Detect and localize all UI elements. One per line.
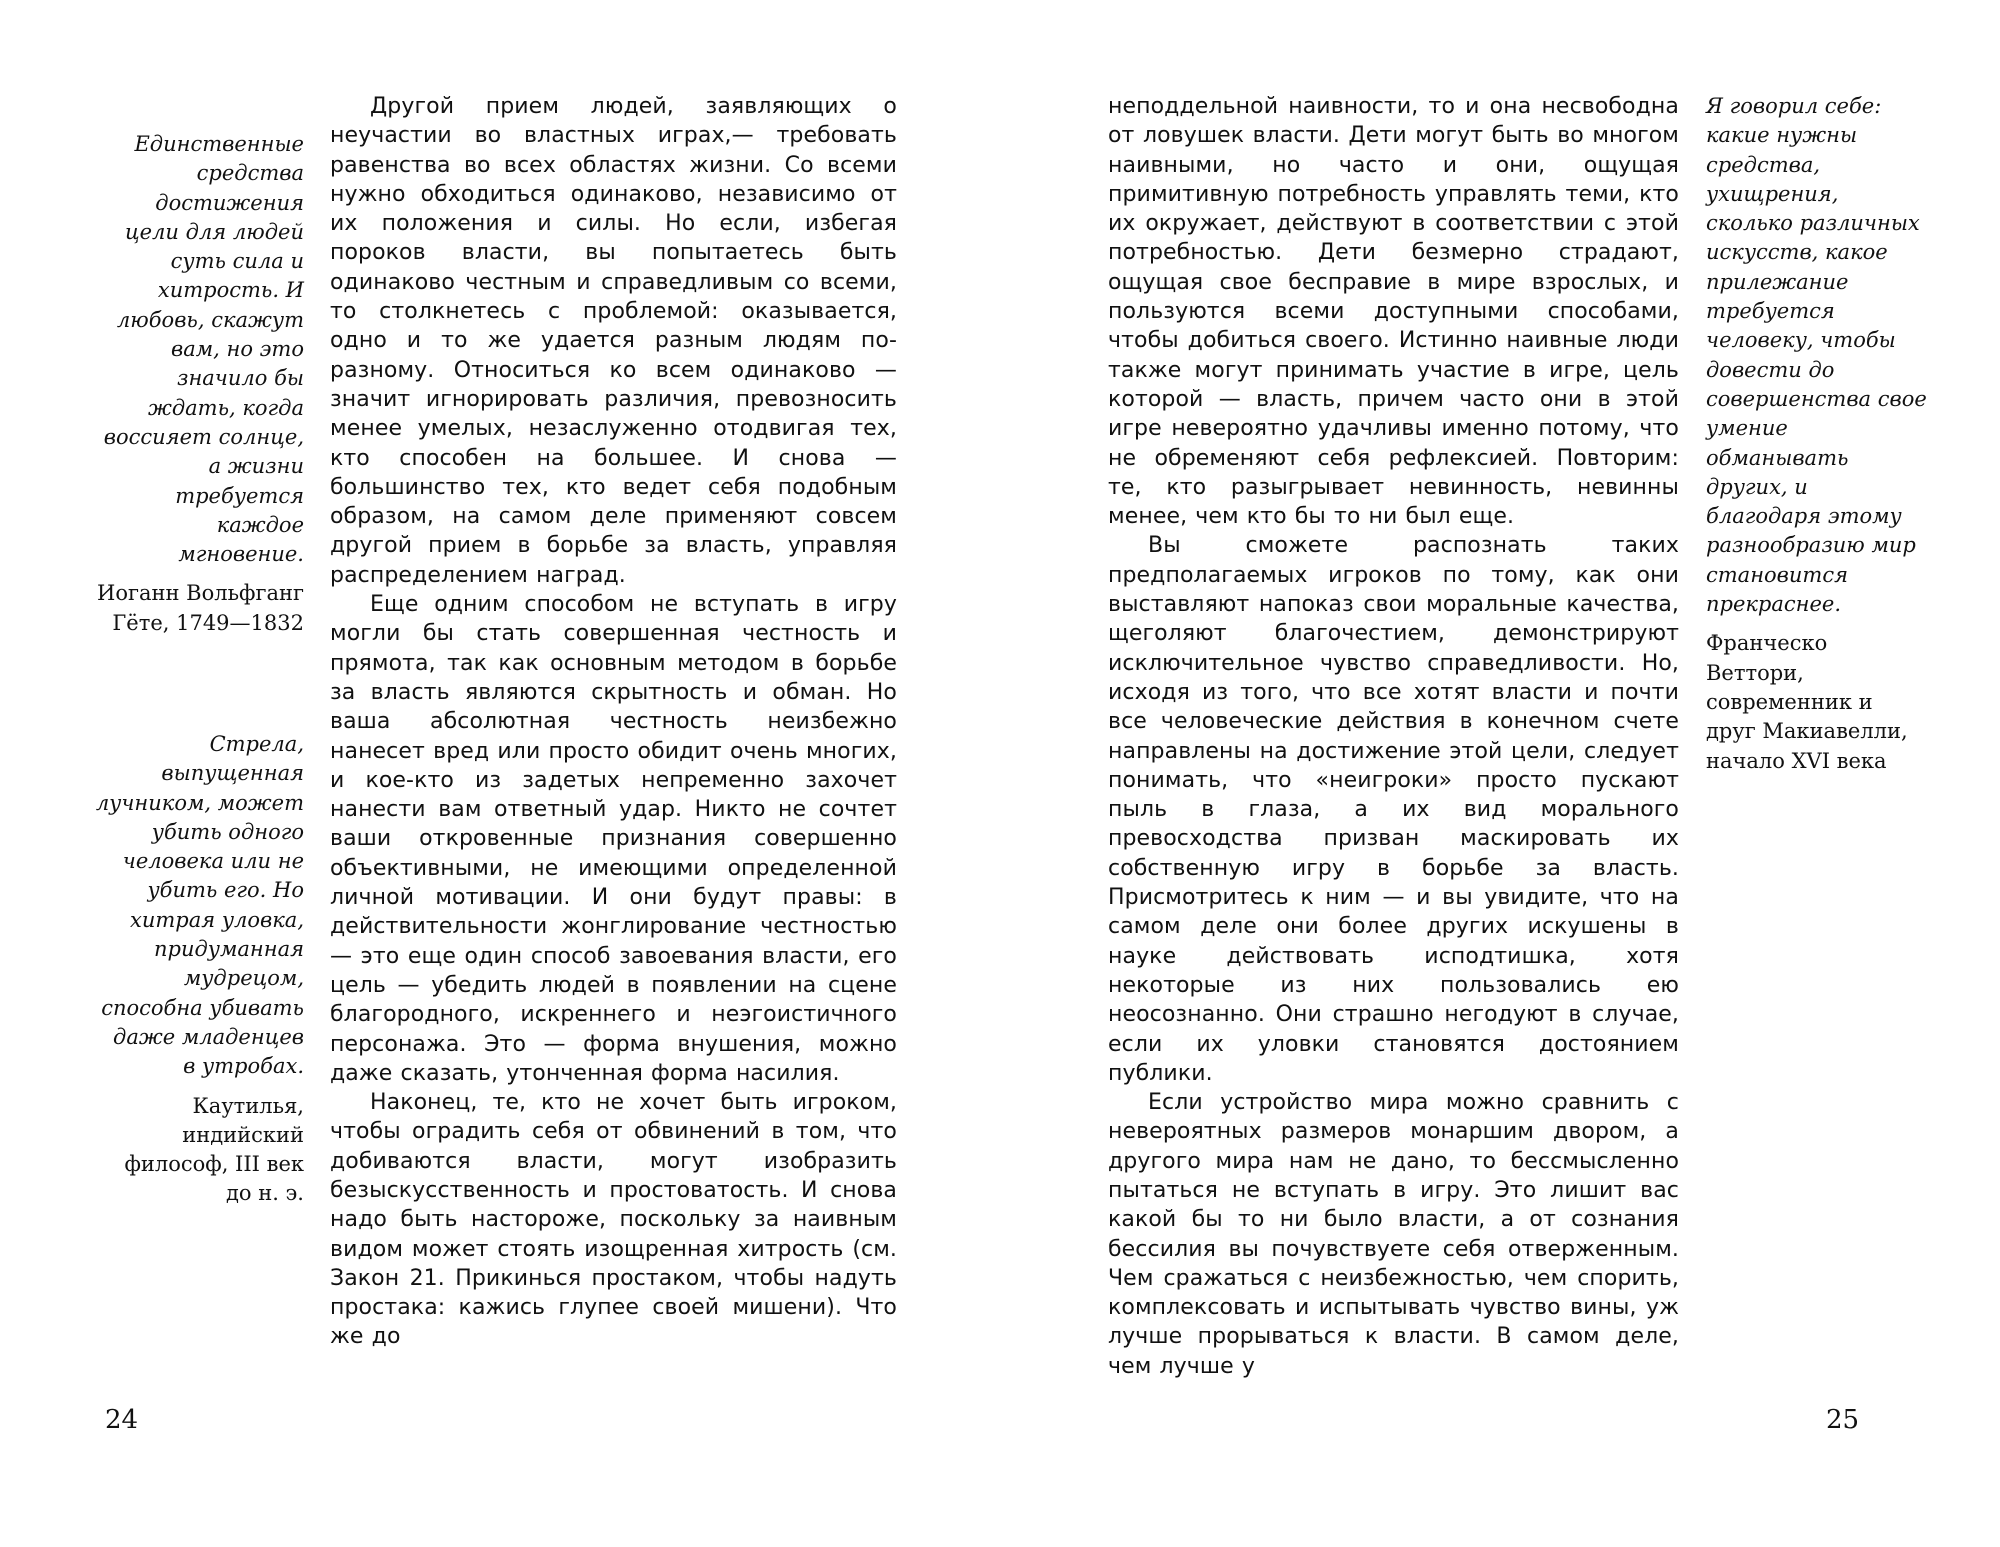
sidebar-quote-attribution: Франческо Веттори, современник и друг Макиавелли, начало XVI века	[1706, 631, 1908, 773]
paragraph: Другой прием людей, заявляющих о неучастии во властных играх,— требовать равенства во всех областях жизни. Со всеми нужно обходиться одинаково, независимо от их положения и силы. Но если, избегая пороков власти, вы попытаетесь быть одинаково честным и справедливым со всеми, то столкнетесь с проблемой: оказывается, одно и то же удается разным людям по-разному. Относиться ко всем одинаково — значит игнорировать различия, превозносить менее умелых, незаслуженно отодвигая тех, кто способен на большее. И снова — большинство тех, кто ведет себя подобным образом, на самом деле применяют совсем другой прием в борьбе за власть, управляя распределением наград.	[330, 94, 897, 588]
page-number-right: 25	[1826, 1405, 1860, 1435]
sidebar-quote-text: Я говорил себе: какие нужны средства, ухищрения, сколько различных искусств, какое прилежание требуется человеку, чтобы довести до совершенства свое умение обманывать других, и благодаря этому разнообразию мир становится прекраснее.	[1706, 94, 1927, 617]
paragraph: Вы сможете распознать таких предполагаемых игроков по тому, как они выставляют напоказ свои моральные качества, щеголяют благочестием, демонстрируют исключительное чувство справедливости. Но, исходя из того, что все хотят власти и почти все человеческие действия в конечном счете направлены на достижение этой цели, следует понимать, что «неигроки» просто пускают пыль в глаза, а их вид морального превосходства призван маскировать их собственную игру в борьбе за власть. Присмотритесь к ним — и вы увидите, что на самом деле они более других искушены в науке действовать исподтишка, хотя некоторые из них пользовались ею неосознанно. Они страшно негодуют в случае, если их уловки становятся достоянием публики.	[1108, 533, 1679, 1086]
paragraph: Наконец, те, кто не хочет быть игроком, чтобы оградить себя от обвинений в том, что добиваются власти, могут изобразить безыскусственность и простоватость. И снова надо быть настороже, поскольку за наивным видом может стоять изощренная хитрость (см. Закон 21. Прикинься простаком, чтобы надуть простака: кажись глупее своей мишени). Что же до	[330, 1090, 897, 1350]
right-main-text	[1108, 92, 1679, 1381]
page-number-left: 24	[105, 1405, 139, 1435]
sidebar-quote-text: Единственные средства достижения цели для людей суть сила и хитрость. И любовь, скажут вам, но это значило бы ждать, когда воссияет солнце, а жизни требуется каждое мгновение.	[103, 132, 304, 567]
sidebar-quote-vettori	[1706, 92, 1928, 776]
paragraph: Еще одним способом не вступать в игру могли бы стать совершенная честность и прямота, так как основным методом в борьбе за власть являются скрытность и обман. Но ваша абсолютная честность неизбежно нанесет вред или просто обидит очень многих, и кое-кто из задетых непременно захочет нанести вам ответный удар. Никто не сочтет ваши откровенные признания совершенно объективными, не имеющими определенной личной мотивации. И они будут правы: в действительности жонглирование честностью — это еще один способ завоевания власти, его цель — убедить людей в появлении на сцене благородного, искреннего и неэгоистичного персонажа. Это — форма внушения, можно даже сказать, утонченная форма насилия.	[330, 592, 897, 1086]
right-page	[1000, 0, 2000, 1547]
sidebar-quote-text: Стрела, выпущенная лучником, может убить одного человека или не убить его. Но хитрая уловка, придуманная мудрецом, способна убивать даже младенцев в утробах.	[95, 732, 304, 1079]
left-main-text	[330, 92, 897, 1352]
sidebar-quote-kautilya	[95, 730, 304, 1209]
sidebar-quote-attribution: Каутилья, индийский философ, III век до н. э.	[124, 1093, 304, 1206]
paragraph: неподдельной наивности, то и она несвободна от ловушек власти. Дети могут быть во многом наивными, но часто и они, ощущая примитивную потребность управлять теми, кто их окружает, действуют в соответствии с этой потребностью. Дети безмерно страдают, ощущая свое бесправие в мире взрослых, и пользуются всеми доступными способами, чтобы добиться своего. Истинно наивные люди также могут принимать участие в игре, цель которой — власть, причем часто они в этой игре невероятно удачливы именно потому, что не обременяют себя рефлексией. Повторим: те, кто разыгрывает невинность, невинны менее, чем кто бы то ни был еще.	[1108, 94, 1679, 530]
paragraph: Если устройство мира можно сравнить с невероятных размеров монаршим двором, а другого мира нам не дано, то бессмысленно пытаться не вступать в игру. Это лишит вас какой бы то ни было власти, а от сознания бессилия вы почувствуете себя отверженным. Чем сражаться с неизбежностью, чем спорить, комплексовать и испытывать чувство вины, уж лучше прорываться к власти. В самом деле, чем лучше у	[1108, 1090, 1679, 1379]
sidebar-quote-attribution: Иоганн Вольфганг Гёте, 1749—1832	[97, 581, 304, 635]
sidebar-quote-goethe	[95, 130, 304, 638]
